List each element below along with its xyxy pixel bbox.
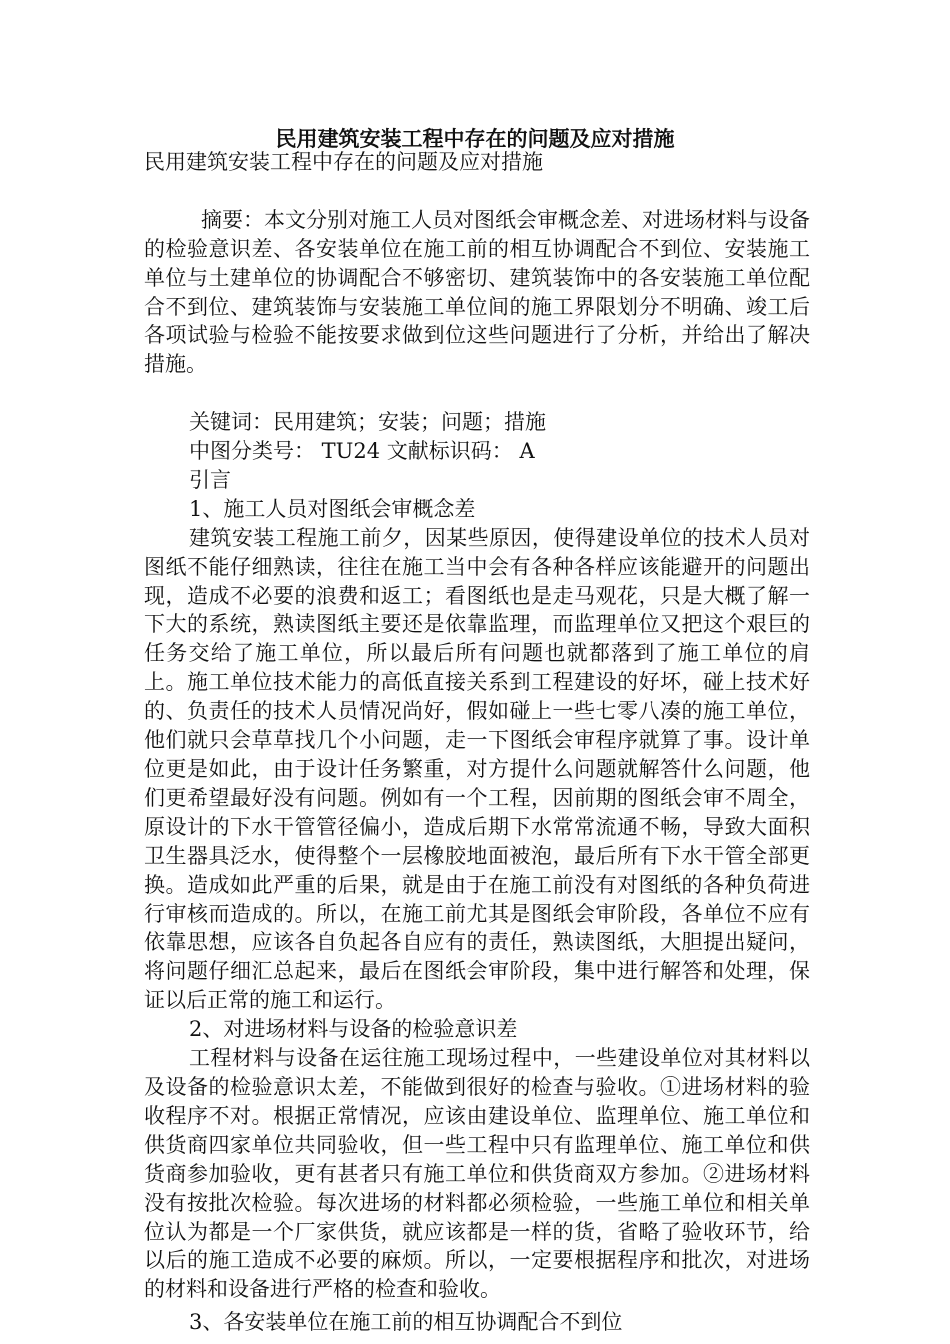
section-1-heading: 1、施工人员对图纸会审概念差 <box>189 496 476 521</box>
section-3-heading: 3、各安装单位在施工前的相互协调配合不到位 <box>189 1310 623 1335</box>
abstract-paragraph: 摘要：本文分别对施工人员对图纸会审概念差、对进场材料与设备的检验意识差、各安装单位在施工前的相互协调配合不到位、安装施工单位与土建单位的协调配合不够密切、建筑装饰中的各安装施工单位配合不到位、建筑装饰与安装施工单位间的施工界限划分不明确、竣工后各项试验与检验不能按要求做到位这些问题进行了分析，并给出了解决措施。 <box>144 207 810 377</box>
blank-line <box>144 379 810 408</box>
classification-line: 中图分类号： TU24 文献标识码： A <box>189 439 535 464</box>
document-title: 民用建筑安装工程中存在的问题及应对措施 <box>275 126 675 151</box>
keywords-line: 关键词：民用建筑；安装；问题；措施 <box>189 410 546 435</box>
blank-line <box>144 177 810 206</box>
document-subtitle: 民用建筑安装工程中存在的问题及应对措施 <box>144 150 543 174</box>
section-1-paragraph: 建筑安装工程施工前夕，因某些原因，使得建设单位的技术人员对图纸不能仔细熟读，往往在施工当中会有各种各样应该能避开的问题出现，造成不必要的浪费和返工；看图纸也是走马观花，只是大概了解一下大的系统，熟读图纸主要还是依靠监理，而监理单位又把这个艰巨的任务交给了施工单位，所以最后所有问题也就都落到了施工单位的肩上。施工单位技术能力的高低直接关系到工程建设的好坏，碰上技术好的、负责任的技术人员情况尚好，假如碰上一些七零八凑的施工单位，他们就只会草草找几个小问题，走一下图纸会审程序就算了事。设计单位更是如此，由于设计任务繁重，对方提什么问题就解答什么问题，他们更希望最好没有问题。例如有一个工程，因前期的图纸会审不周全，原设计的下水干管管径偏小，造成后期下水常常流通不畅，导致大面积卫生器具泛水，使得整个一层橡胶地面被泡，最后所有下水干管全部更换。造成如此严重的后果，就是由于在施工前没有对图纸的各种负荷进行审核而造成的。所以，在施工前尤其是图纸会审阶段，各单位不应有依靠思想，应该各自负起各自应有的责任，熟读图纸，大胆提出疑问，将问题仔细汇总起来，最后在图纸会审阶段，集中进行解答和处理，保证以后正常的施工和运行。 <box>144 525 810 1013</box>
section-2-heading: 2、对进场材料与设备的检验意识差 <box>189 1017 518 1042</box>
section-2-paragraph: 工程材料与设备在运往施工现场过程中，一些建设单位对其材料以及设备的检验意识太差，不能做到很好的检查与验收。①进场材料的验收程序不对。根据正常情况，应该由建设单位、监理单位、施工单位和供货商四家单位共同验收，但一些工程中只有监理单位、施工单位和供货商参加验收，更有甚者只有施工单位和供货商双方参加。②进场材料没有按批次检验。每次进场的材料都必须检验，一些施工单位和相关单位认为都是一个厂家供货，就应该都是一样的货，省略了验收环节，给以后的施工造成不必要的麻烦。所以，一定要根据程序和批次，对进场的材料和设备进行严格的检查和验收。 <box>144 1046 810 1302</box>
document-body <box>144 148 810 1337</box>
intro-heading: 引言 <box>189 467 231 492</box>
